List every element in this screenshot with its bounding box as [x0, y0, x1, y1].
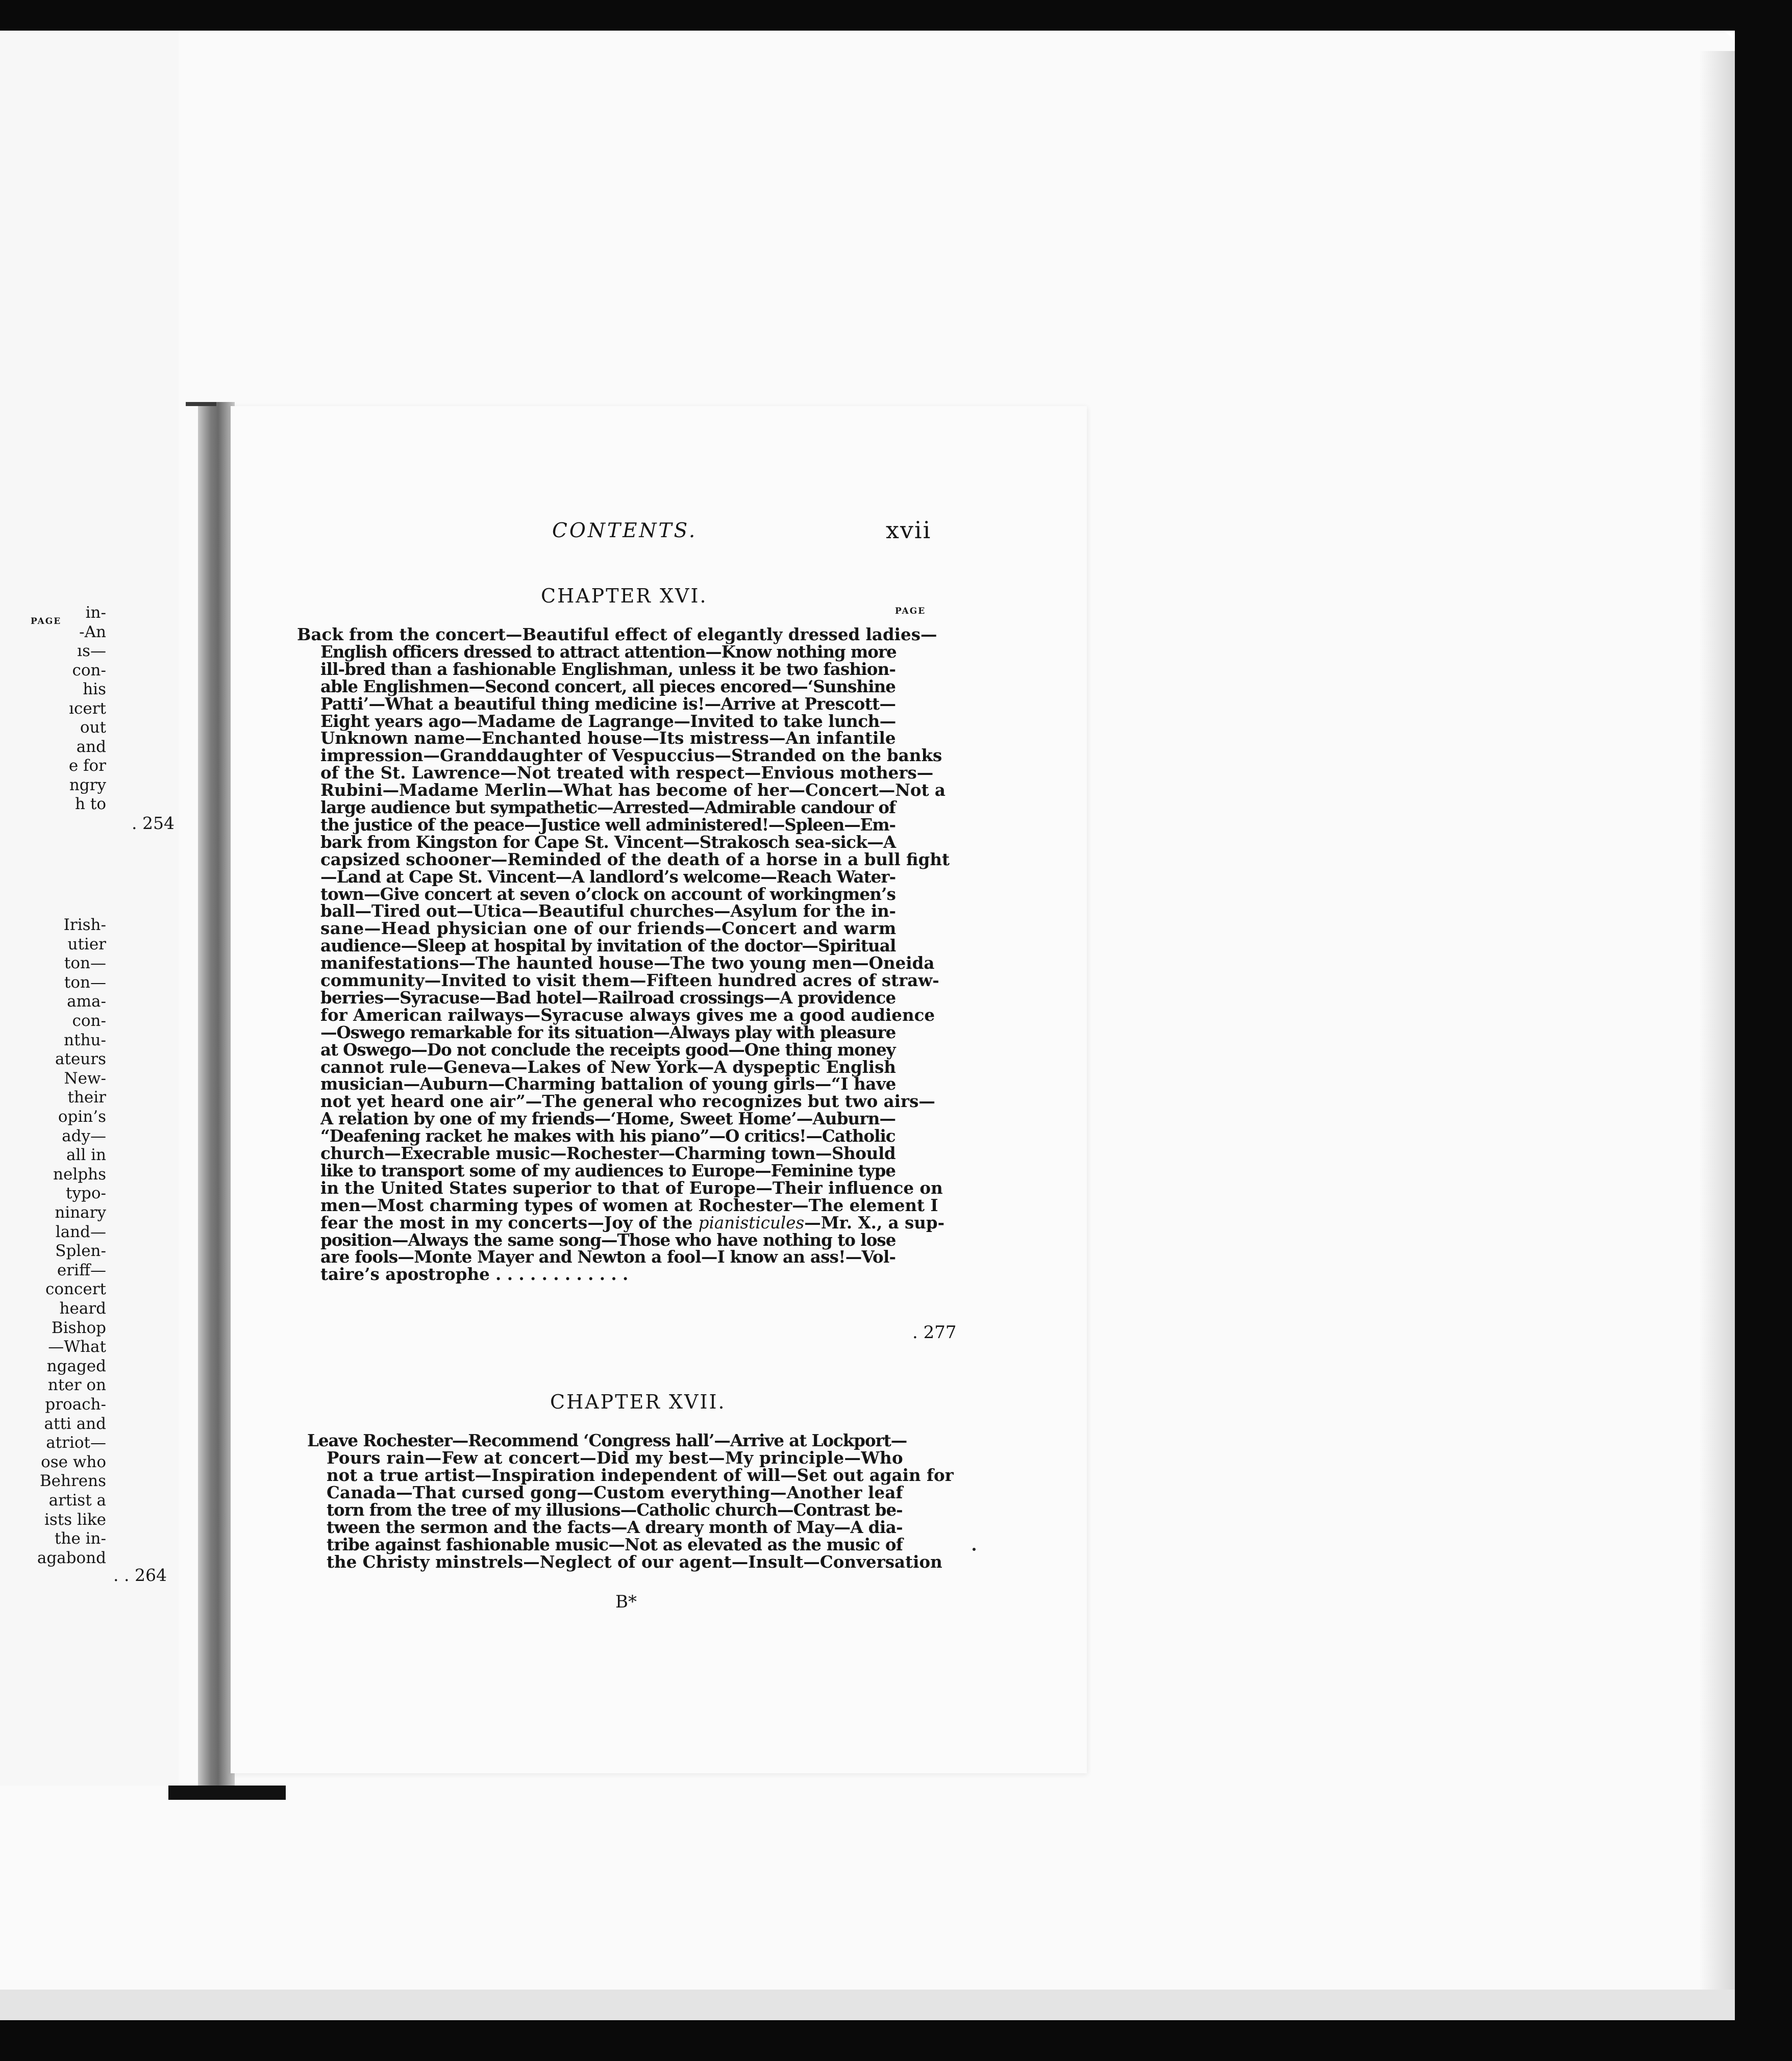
- left-page-fragment: nelphs: [53, 1165, 106, 1184]
- synopsis-line: ball—Tired out—Utica—Beautiful churches—Asylum for the in-: [320, 901, 896, 921]
- left-page-fragment: ngaged: [46, 1357, 106, 1375]
- synopsis-line: tween the sermon and the facts—A dreary month of May—A dia-: [327, 1517, 903, 1537]
- left-page-fragment: concert: [45, 1280, 106, 1298]
- left-page-fragment: eriff—: [57, 1261, 106, 1279]
- synopsis-line: bark from Kingston for Cape St. Vincent—Strakosch sea-sick—A: [320, 832, 896, 852]
- synopsis-line: cannot rule—Geneva—Lakes of New York—A dyspeptic English: [320, 1057, 896, 1077]
- synopsis-line: —Land at Cape St. Vincent—A landlord’s welcome—Reach Water-: [320, 867, 896, 887]
- left-page-fragment: ose who: [41, 1453, 106, 1471]
- left-page-fragment: nter on: [47, 1376, 106, 1394]
- synopsis-line: community—Invited to visit them—Fifteen hundred acres of straw-: [320, 970, 939, 990]
- synopsis-line: impression—Granddaughter of Vespuccius—Stranded on the banks: [320, 745, 942, 765]
- left-page-fragment: ton—: [64, 954, 106, 972]
- left-page-fragment: ady—: [62, 1127, 106, 1145]
- left-page-fragment: ama-: [67, 992, 106, 1011]
- synopsis-line: A relation by one of my friends—‘Home, Sweet Home’—Auburn—: [320, 1109, 896, 1128]
- left-page-fragment: Behrens: [39, 1472, 106, 1490]
- left-page-fragment: utier: [67, 935, 106, 953]
- running-head: CONTENTS.: [552, 519, 698, 542]
- left-page-fragment: con-: [72, 661, 106, 680]
- page-column-label: PAGE: [895, 606, 926, 616]
- gutter-top-edge: [186, 402, 216, 406]
- synopsis-line: taire’s apostrophe . . . . . . . . . . . .: [320, 1264, 629, 1284]
- left-page-fragment: their: [67, 1088, 106, 1107]
- film-border-right: [1735, 31, 1792, 2061]
- synopsis-line: tribe against fashionable music—Not as elevated as the music of: [327, 1535, 903, 1554]
- synopsis-line: the justice of the peace—Justice well administered!—Spleen—Em-: [320, 815, 895, 835]
- left-page-fragment: e for: [68, 757, 106, 775]
- bottom-edge-band: [0, 1990, 1735, 2020]
- synopsis-line: ill-bred than a fashionable Englishman, unless it be two fashion-: [320, 659, 896, 679]
- synopsis-line: Rubini—Madame Merlin—What has become of her—Concert—Not a: [320, 780, 945, 800]
- chapter-16-title: CHAPTER XVI.: [541, 585, 708, 607]
- synopsis-line: large audience but sympathetic—Arrested—Admirable candour of: [320, 797, 895, 817]
- cover-edge-shadow: [1699, 51, 1735, 2015]
- left-page-fragment: artist a: [48, 1491, 106, 1510]
- left-page-fragment: New-: [64, 1069, 106, 1088]
- synopsis-line: Leave Rochester—Recommend ‘Congress hall’—Arrive at Lockport—: [307, 1430, 907, 1450]
- left-page-fragment: ists like: [44, 1511, 106, 1529]
- left-page-fragment: ateurs: [55, 1050, 106, 1068]
- left-page-fragment: nthu-: [64, 1031, 106, 1049]
- left-page-fragment: Bishop: [51, 1319, 106, 1337]
- left-page-fragment: heard: [59, 1299, 106, 1318]
- left-page-fragment: ıs—: [77, 642, 106, 660]
- left-page-fragment: Splen-: [55, 1242, 106, 1260]
- synopsis-line: Unknown name—Enchanted house—Its mistress—An infantile: [320, 728, 896, 748]
- chapter-17-title: CHAPTER XVII.: [550, 1391, 726, 1413]
- film-border-bottom: [0, 2020, 1792, 2061]
- synopsis-line: of the St. Lawrence—Not treated with respect—Envious mothers—: [320, 763, 934, 783]
- left-page-fragment: ton—: [64, 973, 106, 992]
- film-border-top: [0, 0, 1792, 31]
- left-page-ref: . . 264: [113, 1565, 167, 1585]
- synopsis-line: the Christy minstrels—Neglect of our agent—Insult—Conversation: [327, 1552, 942, 1572]
- synopsis-line: sane—Head physician one of our friends—Concert and warm: [320, 918, 897, 938]
- synopsis-line: Eight years ago—Madame de Lagrange—Invited to take lunch—: [320, 711, 896, 731]
- synopsis-line: able Englishmen—Second concert, all pieces encored—‘Sunshine: [320, 676, 896, 696]
- left-page-fragment: -An: [79, 623, 106, 641]
- synopsis-line: like to transport some of my audiences to Europe—Feminine type: [320, 1161, 895, 1180]
- signature-mark: B*: [615, 1592, 637, 1612]
- synopsis-line: are fools—Monte Mayer and Newton a fool—I know an ass!—Vol-: [320, 1247, 896, 1267]
- synopsis-line: not yet heard one air”—The general who recognizes but two airs—: [320, 1091, 935, 1111]
- italic-term: pianisticules: [698, 1213, 805, 1233]
- left-page-fragment: opin’s: [58, 1108, 106, 1126]
- synopsis-line: audience—Sleep at hospital by invitation of the doctor—Spiritual: [320, 936, 896, 956]
- synopsis-line: “Deafening racket he makes with his piano”—O critics!—Catholic: [320, 1126, 895, 1146]
- synopsis-line: Pours rain—Few at concert—Did my best—My principle—Who: [327, 1448, 903, 1468]
- synopsis-line: Canada—That cursed gong—Custom everything—Another leaf: [327, 1482, 903, 1502]
- left-page-fragment: out: [80, 718, 106, 737]
- synopsis-line: not a true artist—Inspiration independent of will—Set out again for: [327, 1465, 954, 1485]
- left-page-fragment: h to: [75, 795, 106, 813]
- left-page-fragment: agabond: [37, 1549, 106, 1567]
- synopsis-line: [320, 1215, 944, 1231]
- left-page-fragment: atti and: [44, 1415, 106, 1433]
- left-page-fragment: proach-: [45, 1395, 106, 1414]
- book-gutter: [198, 402, 235, 1800]
- synopsis-line: capsized schooner—Reminded of the death of a horse in a bull fight: [320, 849, 950, 869]
- left-page-fragment: ıcert: [69, 699, 106, 718]
- synopsis-line: town—Give concert at seven o’clock on account of workingmen’s: [320, 884, 896, 904]
- synopsis-line: musician—Auburn—Charming battalion of young girls—“I have: [320, 1074, 896, 1094]
- synopsis-line: for American railways—Syracuse always gives me a good audience: [320, 1005, 935, 1025]
- left-page-fragment: the in-: [55, 1529, 106, 1548]
- synopsis-line: manifestations—The haunted house—The two young men—Oneida: [320, 953, 935, 973]
- left-page-fragment: all in: [66, 1146, 106, 1164]
- synopsis-line: Back from the concert—Beautiful effect of elegantly dressed ladies—: [297, 624, 937, 644]
- synopsis-line: English officers dressed to attract attention—Know nothing more: [320, 642, 897, 662]
- chapter-16-page-ref: . 277: [912, 1322, 957, 1343]
- left-page-fragment: land—: [55, 1223, 106, 1241]
- left-page-fragment: his: [83, 680, 106, 698]
- synopsis-line: at Oswego—Do not conclude the receipts good—One thing money: [320, 1040, 895, 1060]
- synopsis-line: —Oswego remarkable for its situation—Always play with pleasure: [320, 1022, 896, 1042]
- left-page-column-label: PAGE: [31, 616, 62, 626]
- left-page-fragment: atriot—: [46, 1434, 106, 1452]
- left-page-fragment: Irish-: [63, 916, 106, 934]
- synopsis-line: position—Always the same song—Those who have nothing to lose: [320, 1230, 896, 1250]
- synopsis-line: torn from the tree of my illusions—Catholic church—Contrast be-: [327, 1500, 903, 1520]
- synopsis-line: men—Most charming types of women at Rochester—The element I: [320, 1195, 938, 1215]
- left-page-fragment: ngry: [69, 776, 106, 794]
- left-page-fragment: and: [76, 738, 106, 756]
- left-page-ref: . 254: [132, 813, 175, 833]
- synopsis-line: Patti’—What a beautiful thing medicine is!—Arrive at Prescott—: [320, 694, 896, 714]
- line-text: fear the most in my concerts—Joy of the: [320, 1213, 699, 1233]
- left-page-fragment: con-: [72, 1012, 106, 1030]
- left-page-fragment: —What: [48, 1338, 106, 1356]
- synopsis-line: berries—Syracuse—Bad hotel—Railroad crossings—A providence: [320, 988, 896, 1008]
- line-text: —Mr. X., a sup-: [804, 1213, 945, 1233]
- print-speck: [973, 1548, 976, 1551]
- synopsis-line: church—Execrable music—Rochester—Charming town—Should: [320, 1143, 896, 1163]
- gutter-bottom-edge: [168, 1786, 286, 1800]
- left-page-fragment: in-: [85, 604, 106, 622]
- left-page-fragment: ninary: [55, 1203, 106, 1222]
- left-page-fragment: typo-: [66, 1184, 106, 1202]
- folio-number: xvii: [886, 516, 932, 544]
- synopsis-line: in the United States superior to that of Europe—Their influence on: [320, 1178, 943, 1198]
